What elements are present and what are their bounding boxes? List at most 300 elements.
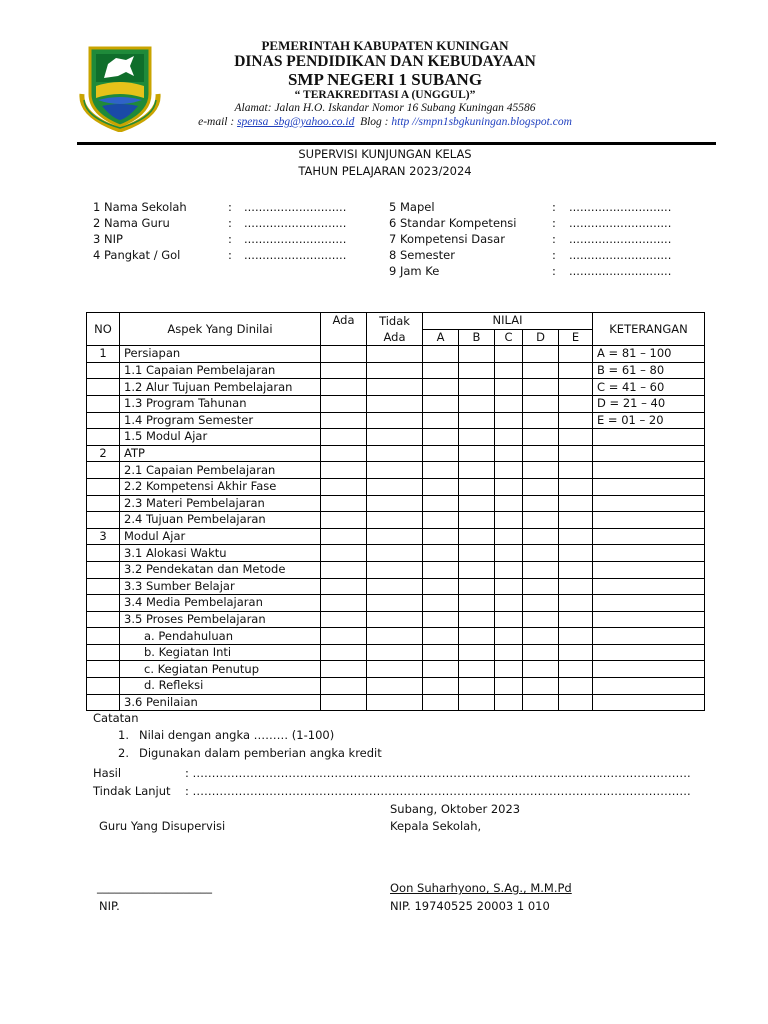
cell-grade-e[interactable] (559, 445, 593, 462)
cell-grade-e[interactable] (559, 644, 593, 661)
row-keterangan (593, 429, 705, 446)
row-keterangan (593, 595, 705, 612)
identity-row (93, 216, 347, 232)
cell-grade-d[interactable] (523, 478, 559, 495)
identity-left-block (93, 200, 347, 264)
cell-ada[interactable] (321, 528, 367, 545)
row-keterangan: B = 61 – 80 (593, 362, 705, 379)
cell-grade-e[interactable] (559, 412, 593, 429)
row-number (87, 595, 120, 612)
cell-tidak-ada[interactable] (367, 346, 423, 363)
row-aspect (120, 495, 321, 512)
row-aspect-text: 3.2 Pendekatan dan Metode (124, 562, 286, 577)
identity-colon: : (552, 216, 556, 230)
table-row (87, 644, 705, 661)
table-row (87, 628, 705, 645)
notes-heading: Catatan (93, 711, 139, 725)
identity-value: ............................ (569, 216, 672, 230)
identity-colon: : (552, 264, 556, 278)
cell-tidak-ada[interactable] (367, 495, 423, 512)
cell-tidak-ada[interactable] (367, 478, 423, 495)
row-aspect (120, 379, 321, 396)
table-row (87, 462, 705, 479)
cell-grade-d[interactable] (523, 528, 559, 545)
note-item-2: Digunakan dalam pemberian angka kredit (139, 746, 382, 760)
row-keterangan: A = 81 – 100 (593, 346, 705, 363)
cell-grade-c[interactable] (495, 678, 523, 695)
cell-grade-a[interactable] (423, 661, 459, 678)
identity-value: ............................ (244, 216, 347, 230)
cell-grade-e[interactable] (559, 661, 593, 678)
cell-grade-e[interactable] (559, 478, 593, 495)
guru-signature-label: Guru Yang Disupervisi (99, 819, 226, 833)
cell-ada[interactable] (321, 495, 367, 512)
cell-grade-c[interactable] (495, 445, 523, 462)
guru-signature-line: ____________________ (97, 880, 212, 894)
cell-ada[interactable] (321, 628, 367, 645)
cell-grade-d[interactable] (523, 462, 559, 479)
row-number: 3 (87, 528, 120, 545)
identity-colon: : (552, 200, 556, 214)
cell-grade-e[interactable] (559, 561, 593, 578)
cell-grade-d[interactable] (523, 644, 559, 661)
row-keterangan (593, 694, 705, 711)
row-aspect (120, 628, 321, 645)
row-number (87, 611, 120, 628)
row-aspect (120, 678, 321, 695)
cell-grade-b[interactable] (459, 661, 495, 678)
cell-ada[interactable] (321, 611, 367, 628)
cell-ada[interactable] (321, 694, 367, 711)
cell-tidak-ada[interactable] (367, 362, 423, 379)
cell-grade-b[interactable] (459, 611, 495, 628)
header-grade-b: B (459, 329, 495, 346)
row-keterangan (593, 628, 705, 645)
hasil-field[interactable]: : …………………………………………………………………………………………………………………. (185, 766, 691, 780)
identity-label: 8 Semester (389, 248, 455, 262)
cell-grade-c[interactable] (495, 495, 523, 512)
row-keterangan (593, 611, 705, 628)
cell-grade-e[interactable] (559, 545, 593, 562)
row-aspect-text: 1.3 Program Tahunan (124, 396, 247, 411)
cell-grade-e[interactable] (559, 528, 593, 545)
cell-grade-d[interactable] (523, 578, 559, 595)
cell-grade-a[interactable] (423, 512, 459, 529)
cell-grade-b[interactable] (459, 429, 495, 446)
cell-grade-c[interactable] (495, 379, 523, 396)
row-aspect (120, 445, 321, 462)
row-keterangan: D = 21 – 40 (593, 395, 705, 412)
cell-grade-c[interactable] (495, 661, 523, 678)
cell-grade-d[interactable] (523, 628, 559, 645)
cell-tidak-ada[interactable] (367, 445, 423, 462)
cell-grade-c[interactable] (495, 429, 523, 446)
cell-ada[interactable] (321, 512, 367, 529)
cell-grade-e[interactable] (559, 346, 593, 363)
cell-grade-a[interactable] (423, 678, 459, 695)
header-grade-a: A (423, 329, 459, 346)
row-aspect (120, 595, 321, 612)
blog-link[interactable]: http //smpn1sbgkuningan.blogspot.com (391, 116, 572, 128)
cell-grade-d[interactable] (523, 412, 559, 429)
kepsek-nip: NIP. 19740525 20003 1 010 (390, 899, 550, 913)
header-tidak-ada: Ada (367, 329, 423, 346)
row-keterangan (593, 578, 705, 595)
table-row (87, 379, 705, 396)
cell-tidak-ada[interactable] (367, 462, 423, 479)
row-aspect-text: 3.5 Proses Pembelajaran (124, 611, 266, 626)
table-row (87, 478, 705, 495)
cell-grade-a[interactable] (423, 478, 459, 495)
cell-ada[interactable] (321, 561, 367, 578)
identity-row (389, 264, 672, 280)
cell-grade-a[interactable] (423, 412, 459, 429)
cell-grade-e[interactable] (559, 611, 593, 628)
row-keterangan (593, 462, 705, 479)
row-keterangan (593, 478, 705, 495)
letterhead-contacts (170, 116, 600, 128)
cell-grade-b[interactable] (459, 362, 495, 379)
cell-grade-a[interactable] (423, 346, 459, 363)
table-row (87, 395, 705, 412)
email-label: e-mail : (198, 116, 235, 128)
row-number: 2 (87, 445, 120, 462)
cell-tidak-ada[interactable] (367, 595, 423, 612)
cell-ada[interactable] (321, 462, 367, 479)
row-aspect (120, 412, 321, 429)
cell-grade-c[interactable] (495, 512, 523, 529)
row-aspect (120, 611, 321, 628)
row-aspect (120, 362, 321, 379)
row-number (87, 644, 120, 661)
cell-grade-c[interactable] (495, 644, 523, 661)
identity-label: 5 Mapel (389, 200, 435, 214)
cell-ada[interactable] (321, 661, 367, 678)
cell-grade-c[interactable] (495, 362, 523, 379)
cell-grade-b[interactable] (459, 512, 495, 529)
cell-grade-e[interactable] (559, 395, 593, 412)
row-number (87, 512, 120, 529)
cell-grade-a[interactable] (423, 379, 459, 396)
cell-grade-c[interactable] (495, 694, 523, 711)
row-number (87, 561, 120, 578)
identity-label: 4 Pangkat / Gol (93, 248, 181, 262)
identity-row (389, 248, 672, 264)
place-date: Subang, Oktober 2023 (390, 802, 521, 816)
cell-grade-a[interactable] (423, 495, 459, 512)
row-aspect-text: 3.6 Penilaian (124, 694, 198, 709)
identity-label: 1 Nama Sekolah (93, 200, 187, 214)
cell-grade-a[interactable] (423, 528, 459, 545)
blog-label: Blog : (360, 116, 389, 128)
cell-grade-d[interactable] (523, 678, 559, 695)
cell-grade-d[interactable] (523, 512, 559, 529)
row-number (87, 678, 120, 695)
cell-ada[interactable] (321, 379, 367, 396)
cell-grade-b[interactable] (459, 395, 495, 412)
header-grade-e: E (559, 329, 593, 346)
cell-grade-d[interactable] (523, 495, 559, 512)
cell-grade-a[interactable] (423, 561, 459, 578)
table-row (87, 512, 705, 529)
cell-grade-b[interactable] (459, 412, 495, 429)
cell-grade-d[interactable] (523, 694, 559, 711)
cell-grade-d[interactable] (523, 611, 559, 628)
cell-ada[interactable] (321, 412, 367, 429)
cell-tidak-ada[interactable] (367, 395, 423, 412)
cell-grade-a[interactable] (423, 644, 459, 661)
cell-grade-c[interactable] (495, 545, 523, 562)
cell-grade-b[interactable] (459, 545, 495, 562)
table-row (87, 678, 705, 695)
cell-grade-c[interactable] (495, 412, 523, 429)
cell-tidak-ada[interactable] (367, 678, 423, 695)
cell-grade-e[interactable] (559, 512, 593, 529)
cell-grade-d[interactable] (523, 561, 559, 578)
cell-grade-e[interactable] (559, 578, 593, 595)
row-number (87, 545, 120, 562)
guru-nip: NIP. (99, 899, 120, 913)
cell-grade-a[interactable] (423, 595, 459, 612)
cell-ada[interactable] (321, 478, 367, 495)
cell-grade-b[interactable] (459, 495, 495, 512)
note-item-1: Nilai dengan angka ……… (1-100) (139, 728, 335, 742)
cell-grade-d[interactable] (523, 595, 559, 612)
row-aspect-text: d. Refleksi (144, 678, 204, 693)
cell-grade-b[interactable] (459, 478, 495, 495)
cell-grade-e[interactable] (559, 595, 593, 612)
cell-tidak-ada[interactable] (367, 661, 423, 678)
row-aspect-text: 1.4 Program Semester (124, 412, 254, 427)
table-row (87, 611, 705, 628)
identity-row (93, 200, 347, 216)
row-keterangan (593, 495, 705, 512)
cell-grade-b[interactable] (459, 462, 495, 479)
table-row (87, 445, 705, 462)
row-aspect-text: 3.3 Sumber Belajar (124, 578, 235, 593)
identity-row (389, 216, 672, 232)
identity-colon: : (552, 248, 556, 262)
row-aspect-text: a. Pendahuluan (144, 628, 233, 643)
cell-tidak-ada[interactable] (367, 611, 423, 628)
cell-grade-e[interactable] (559, 694, 593, 711)
cell-tidak-ada[interactable] (367, 512, 423, 529)
cell-grade-c[interactable] (495, 346, 523, 363)
cell-grade-d[interactable] (523, 379, 559, 396)
row-aspect (120, 478, 321, 495)
cell-grade-e[interactable] (559, 379, 593, 396)
table-row (87, 495, 705, 512)
cell-tidak-ada[interactable] (367, 644, 423, 661)
identity-value: ............................ (244, 200, 347, 214)
row-number (87, 395, 120, 412)
kepsek-name: Oon Suharhyono, S.Ag., M.M.Pd (390, 881, 572, 895)
cell-grade-d[interactable] (523, 395, 559, 412)
cell-grade-b[interactable] (459, 644, 495, 661)
cell-grade-d[interactable] (523, 445, 559, 462)
assessment-table-body (87, 346, 705, 711)
letterhead-government: PEMERINTAH KABUPATEN KUNINGAN (261, 38, 509, 53)
cell-grade-c[interactable] (495, 628, 523, 645)
identity-label: 6 Standar Kompetensi (389, 216, 517, 230)
cell-grade-c[interactable] (495, 578, 523, 595)
cell-grade-d[interactable] (523, 429, 559, 446)
cell-grade-c[interactable] (495, 611, 523, 628)
cell-grade-d[interactable] (523, 362, 559, 379)
cell-tidak-ada[interactable] (367, 412, 423, 429)
cell-grade-b[interactable] (459, 578, 495, 595)
row-keterangan (593, 561, 705, 578)
cell-ada[interactable] (321, 545, 367, 562)
row-keterangan (593, 545, 705, 562)
cell-grade-a[interactable] (423, 694, 459, 711)
table-row (87, 528, 705, 545)
row-number (87, 429, 120, 446)
identity-row (389, 200, 672, 216)
cell-tidak-ada[interactable] (367, 528, 423, 545)
cell-grade-b[interactable] (459, 694, 495, 711)
table-row (87, 412, 705, 429)
cell-grade-e[interactable] (559, 678, 593, 695)
row-number (87, 628, 120, 645)
row-number (87, 462, 120, 479)
row-aspect-text: Modul Ajar (124, 529, 186, 544)
row-keterangan (593, 644, 705, 661)
cell-grade-b[interactable] (459, 346, 495, 363)
row-keterangan (593, 445, 705, 462)
document-title: SUPERVISI KUNJUNGAN KELAS (298, 147, 472, 161)
cell-ada[interactable] (321, 445, 367, 462)
cell-grade-a[interactable] (423, 429, 459, 446)
cell-grade-b[interactable] (459, 628, 495, 645)
row-number (87, 379, 120, 396)
cell-grade-b[interactable] (459, 528, 495, 545)
cell-grade-a[interactable] (423, 445, 459, 462)
cell-grade-a[interactable] (423, 395, 459, 412)
cell-ada[interactable] (321, 346, 367, 363)
row-keterangan: C = 41 – 60 (593, 379, 705, 396)
email-link[interactable]: spensa_sbg@yahoo.co.id (237, 116, 355, 128)
cell-tidak-ada[interactable] (367, 578, 423, 595)
hasil-label: Hasil (93, 766, 122, 780)
cell-grade-e[interactable] (559, 362, 593, 379)
cell-grade-c[interactable] (495, 561, 523, 578)
identity-value: ............................ (569, 264, 672, 278)
header-aspek: Aspek Yang Dinilai (120, 313, 321, 346)
cell-grade-a[interactable] (423, 578, 459, 595)
cell-grade-e[interactable] (559, 628, 593, 645)
cell-grade-a[interactable] (423, 362, 459, 379)
cell-tidak-ada[interactable] (367, 628, 423, 645)
row-aspect (120, 545, 321, 562)
cell-grade-b[interactable] (459, 445, 495, 462)
cell-ada[interactable] (321, 395, 367, 412)
cell-ada[interactable] (321, 644, 367, 661)
row-aspect-text: 2.1 Capaian Pembelajaran (124, 462, 276, 477)
cell-grade-d[interactable] (523, 346, 559, 363)
identity-value: ............................ (244, 232, 347, 246)
cell-grade-c[interactable] (495, 528, 523, 545)
cell-grade-c[interactable] (495, 478, 523, 495)
row-aspect-text: 1.2 Alur Tujuan Pembelajaran (124, 379, 293, 394)
row-keterangan (593, 512, 705, 529)
row-aspect (120, 512, 321, 529)
cell-grade-a[interactable] (423, 462, 459, 479)
cell-grade-a[interactable] (423, 545, 459, 562)
cell-ada[interactable] (321, 429, 367, 446)
note-number: 2. (118, 746, 129, 760)
row-number (87, 362, 120, 379)
cell-ada[interactable] (321, 578, 367, 595)
row-aspect-text: ATP (124, 446, 145, 461)
identity-row (93, 232, 347, 248)
row-aspect (120, 561, 321, 578)
table-row (87, 429, 705, 446)
cell-ada[interactable] (321, 595, 367, 612)
table-row (87, 362, 705, 379)
note-number: 1. (118, 728, 129, 742)
identity-colon: : (228, 200, 232, 214)
row-number (87, 578, 120, 595)
header-no: NO (87, 313, 120, 346)
cell-grade-c[interactable] (495, 595, 523, 612)
row-number: 1 (87, 346, 120, 363)
cell-grade-d[interactable] (523, 545, 559, 562)
row-aspect (120, 661, 321, 678)
tindak-lanjut-field[interactable]: : …………………………………………………………………………………………………………………. (185, 784, 691, 798)
table-row (87, 595, 705, 612)
identity-row (389, 232, 672, 248)
cell-grade-a[interactable] (423, 628, 459, 645)
cell-grade-b[interactable] (459, 678, 495, 695)
cell-grade-c[interactable] (495, 462, 523, 479)
header-keterangan: KETERANGAN (593, 313, 705, 346)
cell-grade-d[interactable] (523, 661, 559, 678)
cell-grade-e[interactable] (559, 429, 593, 446)
row-aspect (120, 528, 321, 545)
cell-grade-e[interactable] (559, 462, 593, 479)
tindak-lanjut-label: Tindak Lanjut (93, 784, 171, 798)
cell-tidak-ada[interactable] (367, 379, 423, 396)
cell-tidak-ada[interactable] (367, 429, 423, 446)
row-aspect-text: Persiapan (124, 346, 181, 361)
row-aspect (120, 694, 321, 711)
cell-grade-e[interactable] (559, 495, 593, 512)
header-ada: Ada (321, 313, 367, 346)
table-row (87, 661, 705, 678)
cell-grade-b[interactable] (459, 561, 495, 578)
cell-tidak-ada[interactable] (367, 545, 423, 562)
row-aspect-text: b. Kegiatan Inti (144, 645, 232, 660)
row-keterangan (593, 661, 705, 678)
cell-grade-b[interactable] (459, 379, 495, 396)
cell-grade-a[interactable] (423, 611, 459, 628)
cell-tidak-ada[interactable] (367, 561, 423, 578)
document-subtitle: TAHUN PELAJARAN 2023/2024 (298, 164, 472, 178)
row-aspect-text: 2.3 Materi Pembelajaran (124, 495, 265, 510)
identity-right-block (389, 200, 672, 280)
cell-tidak-ada[interactable] (367, 694, 423, 711)
row-aspect-text: 2.2 Kompetensi Akhir Fase (124, 479, 277, 494)
cell-ada[interactable] (321, 362, 367, 379)
row-keterangan (593, 678, 705, 695)
letterhead-divider (77, 142, 716, 145)
cell-ada[interactable] (321, 678, 367, 695)
cell-grade-c[interactable] (495, 395, 523, 412)
identity-colon: : (228, 248, 232, 262)
identity-value: ............................ (569, 248, 672, 262)
cell-grade-b[interactable] (459, 595, 495, 612)
